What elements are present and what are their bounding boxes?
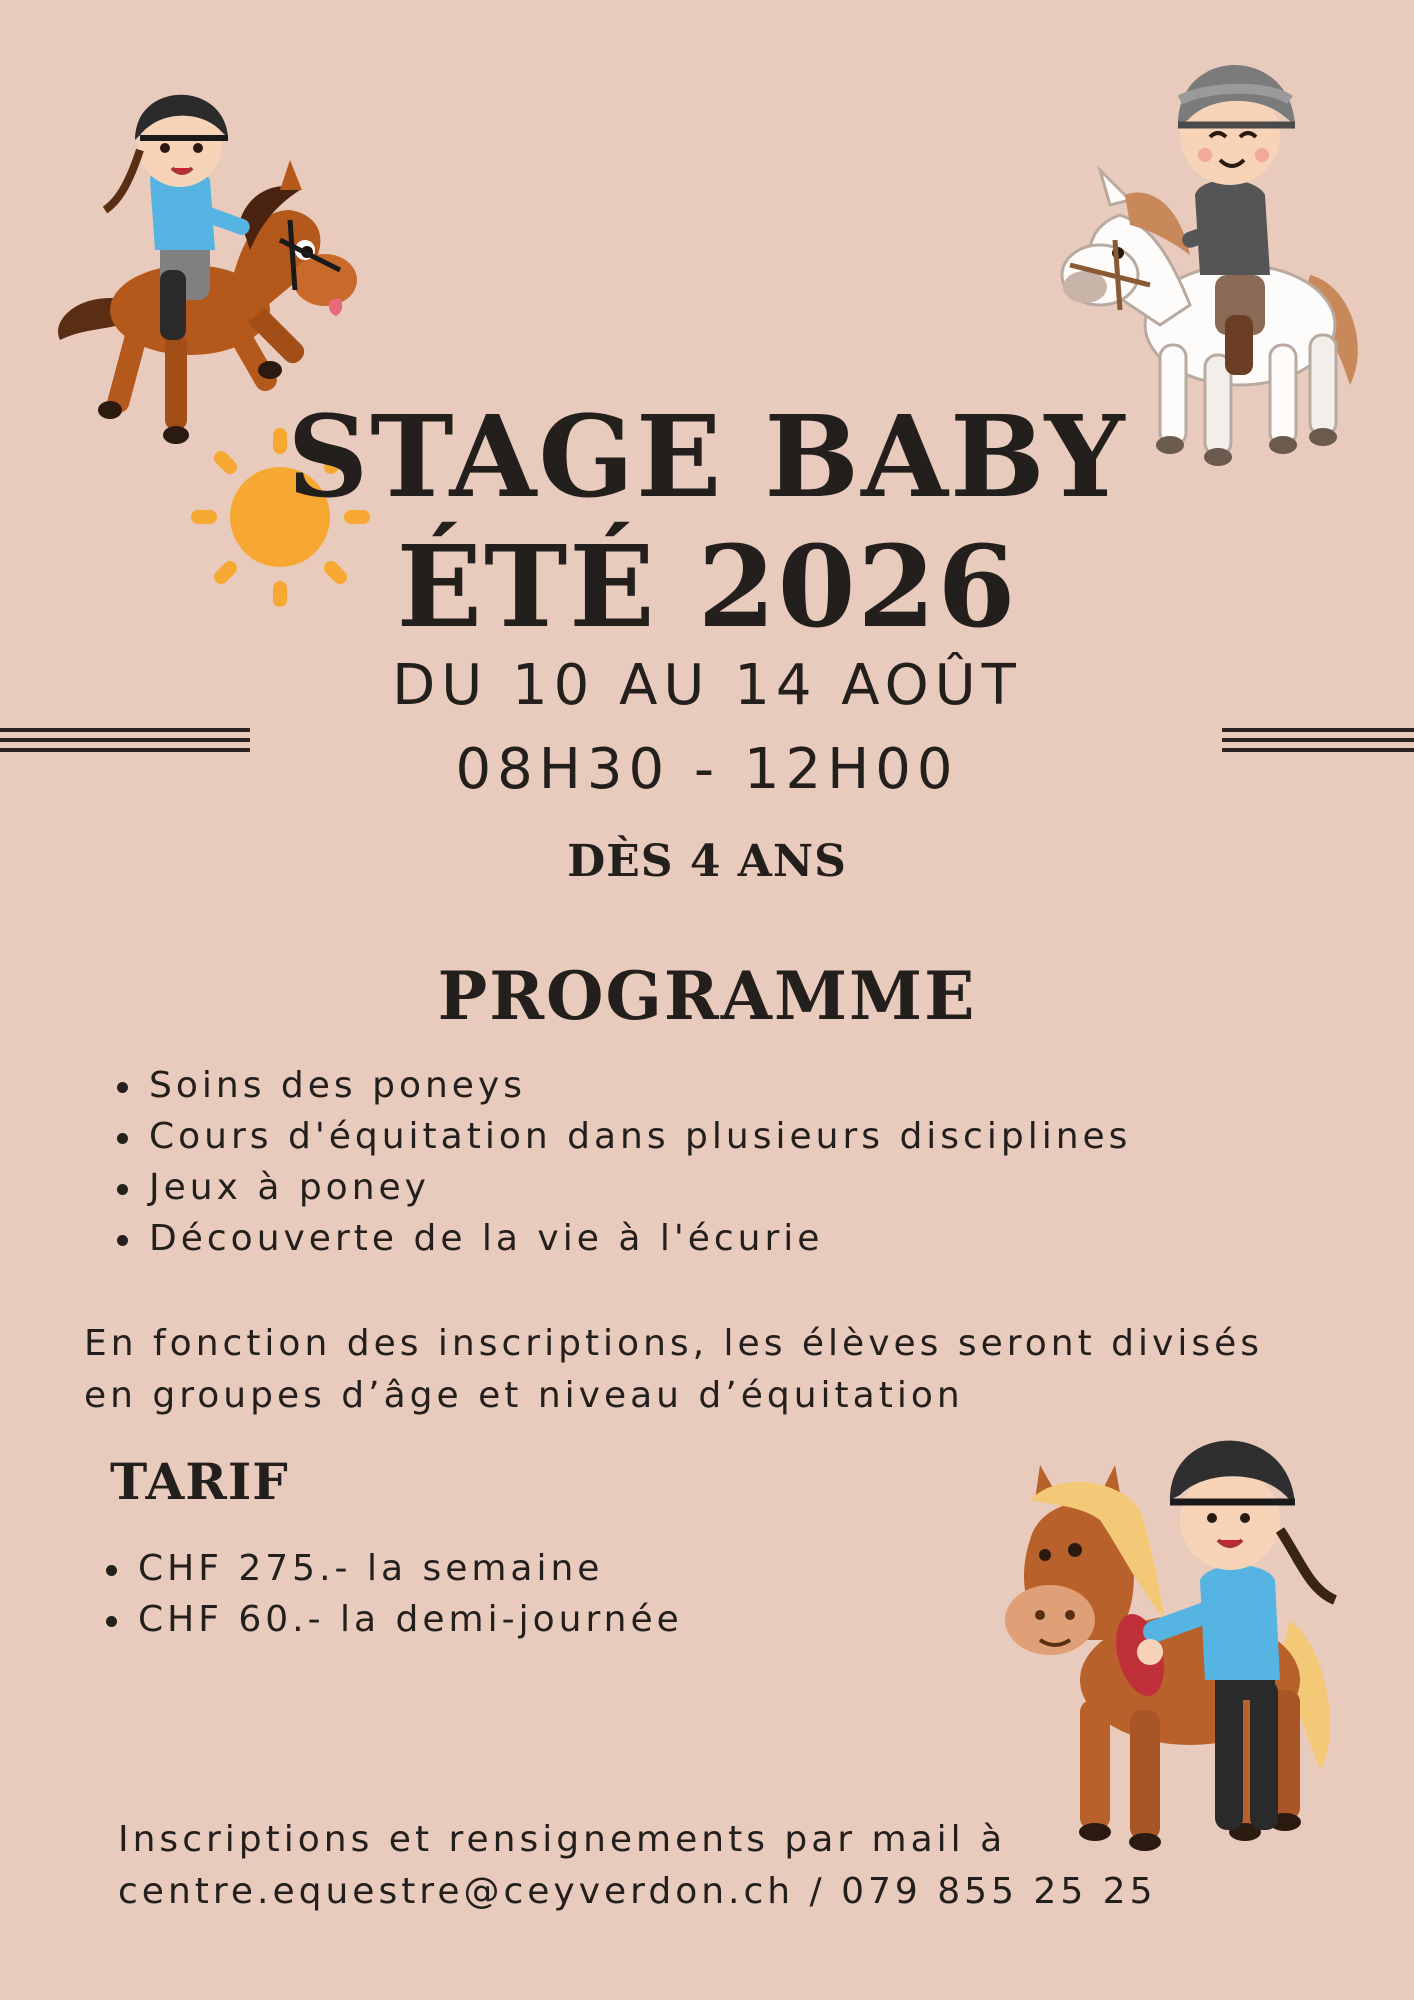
contact-line2: centre.equestre@ceyverdon.ch / 079 855 25 25 [118,1871,1157,1912]
contact-info [118,1814,1156,1918]
tarif-item: CHF 60.- la demi-journée [102,1594,683,1645]
girl-riding-brown-pony-icon [40,40,380,450]
programme-item: Jeux à poney [113,1162,1131,1213]
stage-hours: 08H30 - 12H00 [455,737,959,802]
girl-brushing-pony-icon [990,1390,1360,1860]
poster-title-line1: STAGE BABY [287,392,1127,523]
tarif-heading: TARIF [110,1452,289,1511]
group-note-line1: En fonction des inscriptions, les élèves seront divisés [84,1323,1263,1364]
programme-item: Soins des poneys [113,1060,1131,1111]
contact-line1: Inscriptions et rensignements par mail à [118,1819,1007,1860]
programme-item: Cours d'équitation dans plusieurs disciplines [113,1111,1131,1162]
tarif-list [102,1543,683,1645]
poster-title-line2: ÉTÉ 2026 [396,522,1018,653]
programme-list [113,1060,1131,1264]
tarif-item: CHF 275.- la semaine [102,1543,683,1594]
group-note-line2: en groupes d’âge et niveau d’équitation [84,1375,964,1416]
programme-item: Découverte de la vie à l'écurie [113,1213,1131,1264]
age-requirement: DÈS 4 ANS [567,836,847,887]
programme-heading: PROGRAMME [437,957,977,1035]
stage-dates: DU 10 AU 14 AOÛT [392,653,1022,718]
